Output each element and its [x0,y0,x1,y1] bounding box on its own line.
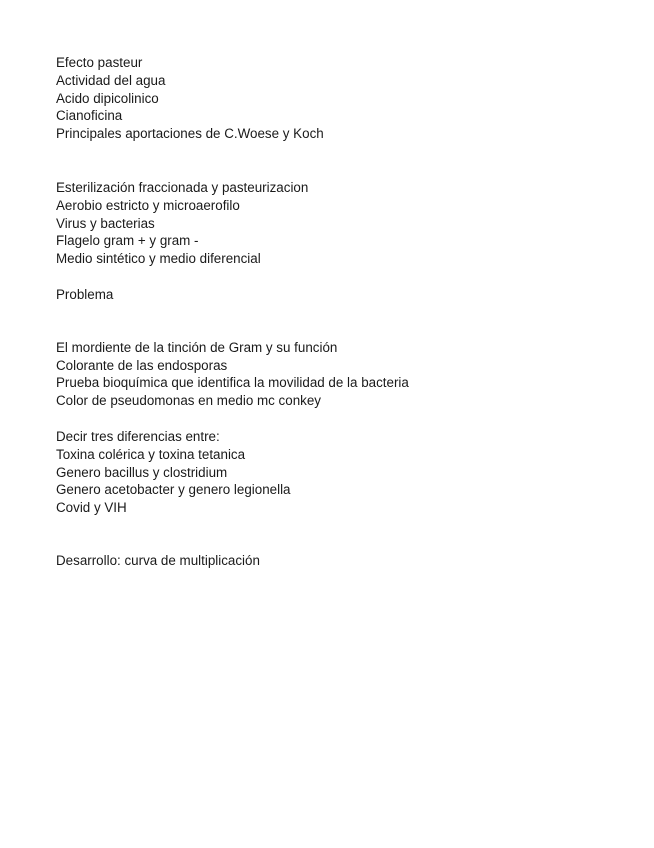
text-line: Flagelo gram + y gram - [56,233,199,249]
text-line: Desarrollo: curva de multiplicación [56,552,260,568]
text-line: Medio sintético y medio diferencial [56,251,261,267]
text-line: Genero acetobacter y genero legionella [56,482,291,498]
text-line: Principales aportaciones de C.Woese y Koch [56,126,324,142]
section-spacer [56,268,636,286]
text-line: Decir tres diferencias entre: [56,428,220,444]
text-line: Aerobio estricto y microaerofilo [56,197,240,213]
section-spacer [56,304,636,339]
text-line: Efecto pasteur [56,55,143,70]
text-line: Esterilización fraccionada y pasteurizacion [56,179,309,195]
text-line: Prueba bioquímica que identifica la movilidad de la bacteria [56,375,409,391]
text-line: El mordiente de la tinción de Gram y su función [56,339,338,355]
text-line: Problema [56,286,114,302]
section-spacer [56,517,636,552]
section-development [56,552,636,570]
section-problem [56,286,636,304]
text-line: Toxina colérica y toxina tetanica [56,446,246,462]
text-line: Covid y VIH [56,500,127,516]
text-line: Acido dipicolinico [56,90,159,106]
text-line: Color de pseudomonas en medio mc conkey [56,393,321,409]
text-line: Colorante de las endosporas [56,357,228,373]
section-short-questions [56,339,636,410]
section-spacer [56,410,636,428]
section-comparisons [56,179,636,268]
text-line: Actividad del agua [56,72,166,88]
section-spacer [56,143,636,179]
text-line: Genero bacillus y clostridium [56,464,228,480]
text-line: Virus y bacterias [56,215,155,231]
document-body [56,54,636,570]
section-definitions [56,54,636,143]
text-line: Cianoficina [56,108,123,124]
section-differences [56,428,636,517]
